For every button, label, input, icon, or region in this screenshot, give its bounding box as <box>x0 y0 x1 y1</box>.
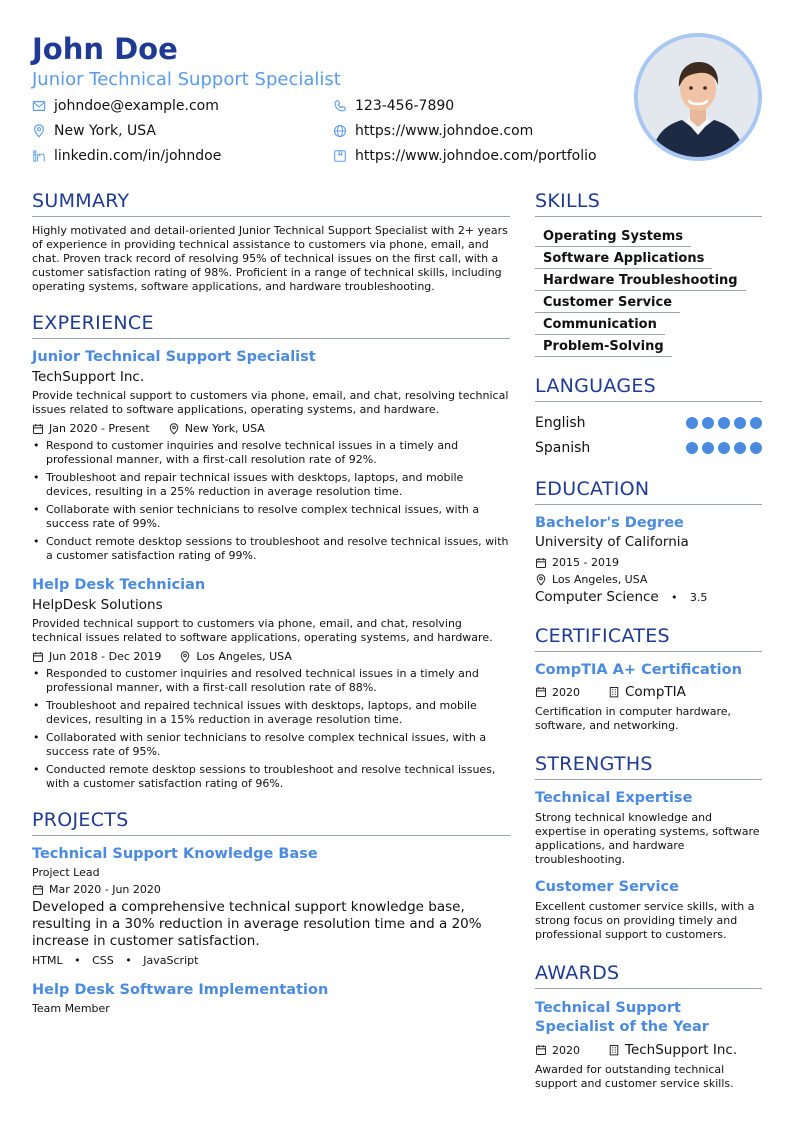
contact-location <box>32 123 156 139</box>
contact-email[interactable] <box>32 98 219 114</box>
award-issuer: TechSupport Inc. <box>625 1042 738 1058</box>
contact-phone-text: 123-456-7890 <box>355 98 455 114</box>
skill-tag: Customer Service <box>535 293 680 313</box>
job-bullet: • Troubleshoot and repaired technical issues with desktops, laptops, and mobile devices, resulting in a 15% reduction in average resolution time. <box>32 699 510 727</box>
job-bullet: • Collaborate with senior technicians to resolve complex technical issues, with a success rate of 99%. <box>32 503 510 531</box>
education-dates: 2015 - 2019 <box>552 556 619 569</box>
globe-icon <box>333 124 347 138</box>
education-location: Los Angeles, USA <box>552 573 648 586</box>
left-column <box>32 190 510 1015</box>
education-gpa: 3.5 <box>689 591 708 604</box>
profile-portrait <box>638 37 758 157</box>
phone-icon <box>333 99 347 113</box>
strength-item <box>535 879 762 942</box>
language-name: English <box>535 414 586 431</box>
languages-heading: LANGUAGES <box>535 375 762 402</box>
job-bullet: • Responded to customer inquiries and resolved technical issues in a timely and professional manner, with a first-call resolution rate of 88%. <box>32 667 510 695</box>
award-meta <box>535 1042 762 1058</box>
award-item <box>535 999 762 1091</box>
language-level-dot <box>750 417 762 429</box>
certificate-meta <box>535 684 762 700</box>
job-bullet: • Conducted remote desktop sessions to troubleshoot and resolve technical issues, with a customer satisfaction rating of 96%. <box>32 763 510 791</box>
education-heading: EDUCATION <box>535 478 762 505</box>
calendar-icon <box>535 557 547 569</box>
candidate-title: Junior Technical Support Specialist <box>32 69 341 90</box>
skill-tag: Problem-Solving <box>535 337 672 357</box>
award-description: Awarded for outstanding technical support and customer service skills. <box>535 1063 734 1090</box>
experience-heading: EXPERIENCE <box>32 312 510 339</box>
job-description: Provided technical support to customers via phone, email, and chat, resolving technical issues related to software applications, operating systems, and hardware. <box>32 617 493 644</box>
project-role: Project Lead <box>32 866 100 879</box>
job-bullet: • Respond to customer inquiries and resolve technical issues in a timely and professional manner, with a first-call resolution rate of 92%. <box>32 439 510 467</box>
project-title: Help Desk Software Implementation <box>32 982 329 998</box>
job-title: Junior Technical Support Specialist <box>32 349 316 365</box>
contact-website-text: https://www.johndoe.com <box>355 123 534 139</box>
awards-heading: AWARDS <box>535 962 762 989</box>
contact-email-text: johndoe@example.com <box>54 98 219 114</box>
certificate-title: CompTIA A+ Certification <box>535 662 742 678</box>
envelope-icon <box>32 99 46 113</box>
project-dates: Mar 2020 - Jun 2020 <box>49 883 161 896</box>
job-company: HelpDesk Solutions <box>32 597 163 613</box>
certificate-year: 2020 <box>552 685 580 699</box>
language-level-dot <box>718 417 730 429</box>
calendar-icon <box>32 651 44 663</box>
location-pin-icon <box>179 651 191 663</box>
language-row <box>535 410 762 435</box>
education-location-row <box>535 573 762 586</box>
project-tech: JavaScript <box>143 954 199 967</box>
job-title: Help Desk Technician <box>32 577 206 593</box>
project-role: Team Member <box>32 1002 110 1015</box>
location-pin-icon <box>535 574 547 586</box>
calendar-icon <box>535 686 547 698</box>
strength-title: Technical Expertise <box>535 790 693 806</box>
language-level-dot <box>686 417 698 429</box>
calendar-icon <box>32 884 44 896</box>
certificate-item <box>535 662 762 733</box>
skill-tag: Software Applications <box>535 249 712 269</box>
job-location: Los Angeles, USA <box>196 650 292 663</box>
project-tech: CSS <box>92 954 114 967</box>
skill-tag: Hardware Troubleshooting <box>535 271 746 291</box>
job-dates: Jan 2020 - Present <box>49 422 150 435</box>
award-title: Technical Support Specialist of the Year <box>535 1000 709 1035</box>
certificates-heading: CERTIFICATES <box>535 625 762 652</box>
job-bullet: • Collaborated with senior technicians to resolve complex technical issues, with a success rate of 95%. <box>32 731 510 759</box>
right-column <box>535 190 762 1091</box>
education-dates-row <box>535 556 762 569</box>
education-field: Computer Science <box>535 589 659 605</box>
building-icon <box>608 686 620 698</box>
language-level-dot <box>702 442 714 454</box>
contact-portfolio-text: https://www.johndoe.com/portfolio <box>355 148 597 164</box>
job-bullet: • Conduct remote desktop sessions to troubleshoot and resolve technical issues, with a customer satisfaction rating of 99%. <box>32 535 510 563</box>
strength-item <box>535 790 762 867</box>
contact-linkedin-text: linkedin.com/in/johndoe <box>54 148 222 164</box>
job-location: New York, USA <box>184 422 265 435</box>
experience-item <box>32 577 510 791</box>
certificate-issuer: CompTIA <box>625 684 686 700</box>
award-year: 2020 <box>552 1043 580 1057</box>
contact-location-text: New York, USA <box>54 123 156 139</box>
contact-phone[interactable] <box>333 98 454 114</box>
job-description: Provide technical support to customers via phone, email, and chat, resolving technical issues related to software applications, operating systems, and hardware. <box>32 389 509 416</box>
project-item <box>32 846 510 967</box>
certificate-description: Certification in computer hardware, software, and networking. <box>535 705 732 732</box>
job-bullets <box>32 667 510 791</box>
strength-description: Strong technical knowledge and expertise in operating systems, software applications, and hardware troubleshooting. <box>535 811 760 866</box>
job-bullet: • Troubleshoot and repair technical issues with desktops, laptops, and mobile devices, resulting in a 25% reduction in average resolution time. <box>32 471 510 499</box>
contact-linkedin[interactable] <box>32 148 221 164</box>
location-pin-icon <box>32 124 46 138</box>
calendar-icon <box>32 423 44 435</box>
calendar-icon <box>535 1044 547 1056</box>
experience-item <box>32 349 510 563</box>
strength-title: Customer Service <box>535 879 679 895</box>
language-level-dot <box>702 417 714 429</box>
language-level-dot <box>750 442 762 454</box>
building-icon <box>608 1044 620 1056</box>
language-level-dots <box>686 417 762 429</box>
profile-photo <box>634 33 762 161</box>
summary-text: Highly motivated and detail-oriented Junior Technical Support Specialist with 2+ years of experience in providing technical assistance to customers via phone, email, and chat. Proven track record of resolving 95% of technical issues on the first call, with a customer satisfaction rating of 98%. Proficient in a range of technical skills, including operating systems, software applications, and hardware troubleshooting. <box>32 224 508 293</box>
contact-website[interactable] <box>333 123 533 139</box>
project-title: Technical Support Knowledge Base <box>32 846 318 862</box>
contact-portfolio[interactable] <box>333 148 597 164</box>
projects-heading: PROJECTS <box>32 809 510 836</box>
education-field-row: Computer Science • 3.5 <box>535 589 708 605</box>
candidate-name: John Doe <box>32 32 178 66</box>
language-level-dot <box>734 442 746 454</box>
skills-list <box>535 225 762 357</box>
skill-tag: Communication <box>535 315 665 335</box>
job-dates: Jun 2018 - Dec 2019 <box>49 650 162 663</box>
skills-heading: SKILLS <box>535 190 762 217</box>
linkedin-icon <box>32 149 46 163</box>
job-bullets <box>32 439 510 563</box>
contact-info <box>32 98 612 173</box>
language-name: Spanish <box>535 439 591 456</box>
school-name: University of California <box>535 534 689 550</box>
summary-heading: SUMMARY <box>32 190 510 217</box>
languages-list <box>535 410 762 460</box>
degree-title: Bachelor's Degree <box>535 515 684 531</box>
language-level-dot <box>718 442 730 454</box>
language-level-dot <box>686 442 698 454</box>
project-meta <box>32 883 510 896</box>
portfolio-icon <box>333 149 347 163</box>
language-level-dots <box>686 442 762 454</box>
language-level-dot <box>734 417 746 429</box>
skill-tag: Operating Systems <box>535 227 691 247</box>
strength-description: Excellent customer service skills, with a strong focus on providing timely and professional support to customers. <box>535 900 755 941</box>
project-tech-list: HTML • CSS • JavaScript <box>32 954 199 967</box>
project-item <box>32 982 510 1015</box>
job-meta <box>32 650 510 663</box>
location-pin-icon <box>168 423 180 435</box>
strengths-heading: STRENGTHS <box>535 753 762 780</box>
project-description: Developed a comprehensive technical support knowledge base, resulting in a 30% reduction in average resolution time and a 20% increase in customer satisfaction. <box>32 899 482 949</box>
project-tech: HTML <box>32 954 63 967</box>
education-item <box>535 515 762 605</box>
job-company: TechSupport Inc. <box>32 369 145 385</box>
language-row <box>535 435 762 460</box>
job-meta <box>32 422 510 435</box>
